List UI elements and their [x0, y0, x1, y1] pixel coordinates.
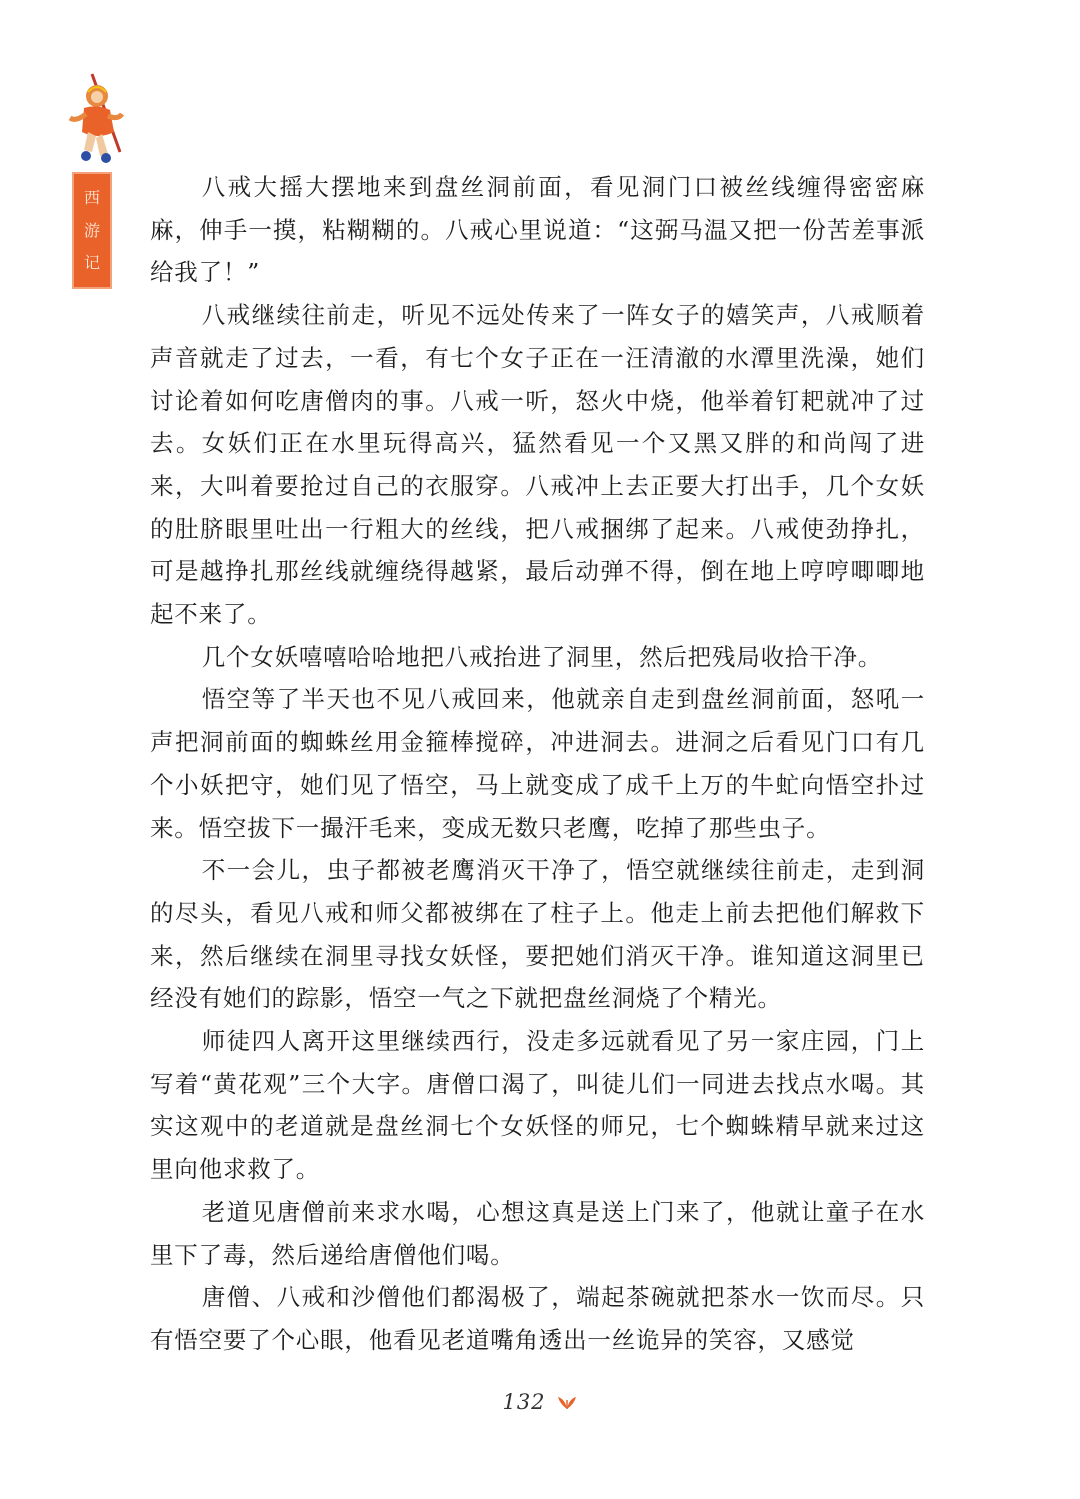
paragraph: 八戒大摇大摆地来到盘丝洞前面，看见洞门口被丝线缠得密密麻麻，伸手一摸，粘糊糊的。八戒心里说道：“这弼马温又把一份苦差事派给我了！”: [150, 173, 925, 287]
page-body: [150, 166, 925, 1362]
paragraph: 几个女妖嘻嘻哈哈地把八戒抬进了洞里，然后把残局收拾干净。: [201, 642, 883, 671]
paragraph: 唐僧、八戒和沙僧他们都渴极了，端起茶碗就把茶水一饮而尽。只有悟空要了个心眼，他看见老道嘴角透出一丝诡异的笑容，又感觉: [150, 1283, 925, 1354]
paragraph: 老道见唐僧前来求水喝，心想这真是送上门来了，他就让童子在水里下了毒，然后递给唐僧他们喝。: [150, 1197, 925, 1269]
page-footer: [0, 1385, 1080, 1419]
paragraph: 八戒继续往前走，听见不远处传来了一阵女子的嬉笑声，八戒顺着声音就走了过去，一看，有七个女子正在一汪清澈的水潭里洗澡，她们讨论着如何吃唐僧肉的事。八戒一听，怒火中烧，他举着钉耙就冲了过去。女妖们正在水里玩得高兴，猛然看见一个又黑又胖的和尚闯了进来，大叫着要抢过自己的衣服穿。八戒冲上去正要大打出手，几个女妖的肚脐眼里吐出一行粗大的丝线，把八戒捆绑了起来。八戒使劲挣扎，可是越挣扎那丝线就缠绕得越紧，最后动弹不得，倒在地上哼哼唧唧地起不来了。: [150, 301, 925, 629]
paragraph: 悟空等了半天也不见八戒回来，他就亲自走到盘丝洞前面，怒吼一声把洞前面的蜘蛛丝用金箍棒搅碎，冲进洞去。进洞之后看见门口有几个小妖把守，她们见了悟空，马上就变成了成千上万的牛虻向悟空扑过来。悟空拔下一撮汗毛来，变成无数只老鹰，吃掉了那些虫子。: [150, 685, 925, 842]
paragraph: 不一会儿，虫子都被老鹰消灭干净了，悟空就继续往前走，走到洞的尽头，看见八戒和师父都被绑在了柱子上。他走上前去把他们解救下来，然后继续在洞里寻找女妖怪，要把她们消灭干净。谁知道这洞里已经没有她们的踪影，悟空一气之下就把盘丝洞烧了个精光。: [150, 856, 925, 1013]
book-title-char: 西: [83, 188, 100, 208]
leaf-ornament-icon: [556, 1394, 578, 1410]
paragraph: 师徒四人离开这里继续西行，没走多远就看见了另一家庄园，门上写着“黄花观”三个大字。唐僧口渴了，叫徒儿们一同进去找点水喝。其实这观中的老道就是盘丝洞七个女妖怪的师兄，七个蜘蛛精早就来过这里向他求救了。: [150, 1027, 925, 1184]
book-title-vertical-label: [72, 172, 112, 289]
monkey-king-with-staff-icon: [62, 70, 132, 168]
page-number: 132: [502, 1390, 546, 1414]
book-title-char: 记: [83, 252, 100, 272]
book-title-char: 游: [83, 220, 100, 240]
